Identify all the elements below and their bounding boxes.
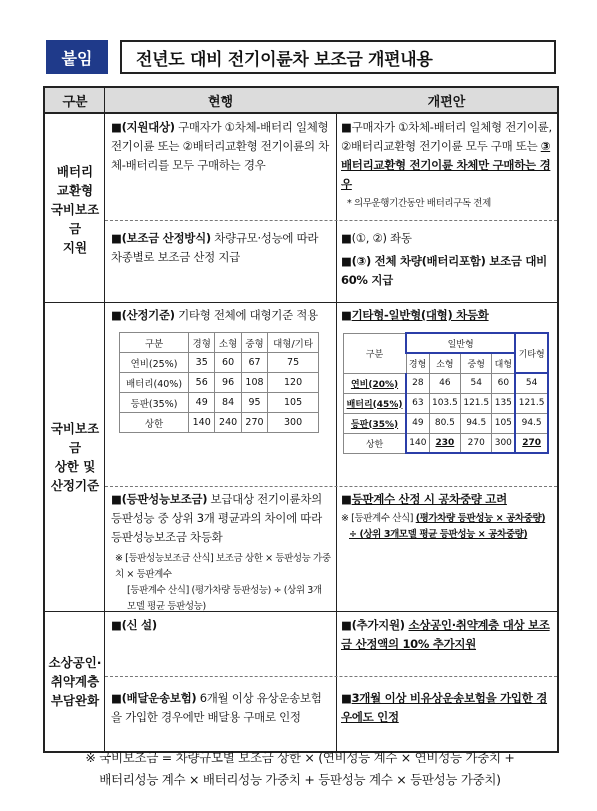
current-eligibility-head: (지원대상) [121, 120, 175, 134]
revised-additional-text: 소상공인·취약계층 대상 보조금 산정액의 10% 추가지원 [341, 618, 550, 651]
column-header: 중형 [241, 333, 267, 353]
column-header: 경형 [189, 333, 215, 353]
table-cell: 300 [492, 433, 515, 453]
current-criteria: ■(산정기준) 기타형 전체에 대형기준 적용 [111, 308, 318, 322]
current-climbing-note1: ※ [등판성능보조금 산식] 보조금 상한 × 등판성능 가중치 × 등판계수 [115, 553, 331, 580]
revised-additional-head: (추가지원) [351, 618, 405, 632]
table-cell: 46 [429, 373, 460, 393]
revised-climbing-note: ※ [등판계수 산식] (평가차량 등판성능 × 공차중량) ÷ (상위 3개모델 평균 등판성능 × 공차중량) [341, 513, 546, 540]
current-climbing: ■(등판성능보조금) 보급대상 전기이륜차의 등판성능 중 상위 3개 평균과의 차이에 따라 등판성능보조금 차등화 ※ [등판성능보조금 산식] 보조금 상한 × 등판성능 가중치 × 등판계수 [등판계수 산식] (평가차량 등판성능) ÷ (상위 3개 모델 평균 등판성능) [111, 490, 333, 615]
table-cell: 등판(35%) [344, 413, 407, 433]
current-calculation-text: 차량규모·성능에 따라 차종별로 보조금 산정 지급 [111, 231, 319, 264]
revised-delivery-insurance: ■3개월 이상 비유상운송보험을 가입한 경우에도 인정 [341, 691, 548, 724]
column-header: 대형 [492, 353, 515, 373]
table-row [120, 373, 319, 393]
table-cell: 140 [406, 433, 429, 453]
table-cell: 105 [268, 393, 319, 413]
table-header-row [344, 333, 549, 353]
table-cell: 56 [189, 373, 215, 393]
revised-calculation-line2: ■(③) 전체 차량(배터리포함) 보조금 대비 60% 지급 [341, 254, 547, 287]
current-eligibility: ■(지원대상) 구매자가 ①차체-배터리 일체형 전기이륜 또는 ②배터리교환형 전기이륜의 차체-배터리를 모두 구매하는 경우 [111, 120, 329, 172]
revised-eligibility-emph: ③배터리교환형 전기이륜 차체만 구매하는 경우 [341, 139, 551, 191]
table-cell: 배터리(45%) [344, 393, 407, 413]
table-cell: 94.5 [515, 413, 548, 433]
revised-eligibility-text: 구매자가 ①차체-배터리 일체형 전기이륜, ②배터리교환형 전기이륜 모두 구매 또는 [341, 120, 552, 153]
category-small-business: 소상공인· 취약계층 부담완화 [48, 655, 102, 708]
revised-criteria-head: 기타형-일반형(대형) 차등화 [351, 308, 489, 322]
table-cell: 140 [189, 413, 215, 433]
category-battery-swap: 배터리 교환형 국비보조금 지원 [50, 163, 100, 255]
table-cell: 94.5 [461, 413, 492, 433]
category-subsidy-cap: 국비보조금 상한 및 산정기준 [50, 421, 100, 493]
table-row [120, 393, 319, 413]
current-climbing-text: 보급대상 전기이륜차의 등판성능 중 상위 3개 평균과의 차이에 따라 등판성능보조금 차등화 [111, 492, 322, 544]
table-cell: 28 [406, 373, 429, 393]
comparison-table [43, 86, 559, 753]
table-cell: 270 [515, 433, 548, 453]
table-cell: 35 [189, 353, 215, 373]
revised-eligibility-note: * 의무운행기간동안 배터리구독 전제 [347, 198, 491, 209]
revised-climbing: ■등판계수 산정 시 공차중량 고려 ※ [등판계수 산식] (평가차량 등판성능 × 공차중량) ÷ (상위 3개모델 평균 등판성능 × 공차중량) [341, 490, 553, 543]
table-cell: 연비(25%) [120, 353, 189, 373]
current-calculation-head: (보조금 산정방식) [121, 231, 211, 245]
current-eligibility-text: 구매자가 ①차체-배터리 일체형 전기이륜 또는 ②배터리교환형 전기이륜의 차체-배터리를 모두 구매하는 경우 [111, 120, 329, 172]
current-delivery-text: 6개월 이상 유상운송보험을 가입한 경우에만 배달용 구매로 인정 [111, 691, 322, 724]
table-cell: 84 [215, 393, 241, 413]
title-bar [46, 40, 556, 74]
table-cell: 54 [461, 373, 492, 393]
current-new: ■(신 설) [111, 618, 157, 632]
table-cell: 67 [241, 353, 267, 373]
column-header: 소형 [215, 333, 241, 353]
table-cell: 103.5 [429, 393, 460, 413]
current-calculation: ■(보조금 산정방식) 차량규모·성능에 따라 차종별로 보조금 산정 지급 [111, 231, 319, 264]
table-cell: 49 [189, 393, 215, 413]
table-cell: 95 [241, 393, 267, 413]
current-climbing-note2: [등판계수 산식] (평가차량 등판성능) ÷ (상위 3개 모델 평균 등판성능) [127, 585, 322, 612]
attachment-tag: 붙임 [46, 40, 108, 74]
header-category: 구분 [45, 88, 105, 114]
table-cell: 60 [492, 373, 515, 393]
subsidy-formula [40, 747, 560, 791]
current-criteria-table [119, 332, 319, 433]
page-title: 전년도 대비 전기이륜차 보조금 개편내용 [120, 40, 556, 74]
current-criteria-text: 기타형 전체에 대형기준 적용 [178, 308, 318, 322]
group-header: 일반형 [406, 333, 515, 353]
table-cell: 54 [515, 373, 548, 393]
table-cell: 75 [268, 353, 319, 373]
header-revised: 개편안 [336, 88, 557, 114]
revised-criteria: ■기타형-일반형(대형) 차등화 [341, 308, 489, 322]
column-header: 대형/기타 [268, 333, 319, 353]
table-header-row [120, 333, 319, 353]
table-cell: 63 [406, 393, 429, 413]
table-cell: 상한 [344, 433, 407, 453]
table-row [344, 393, 549, 413]
current-new-head: (신 설) [121, 618, 157, 632]
table-row [344, 413, 549, 433]
table-cell: 121.5 [461, 393, 492, 413]
table-cell: 연비(20%) [344, 373, 407, 393]
header-current: 현행 [105, 88, 336, 114]
revised-climbing-head: 등판계수 산정 시 공차중량 고려 [351, 492, 507, 506]
table-cell: 120 [268, 373, 319, 393]
column-header: 중형 [461, 353, 492, 373]
table-cell: 240 [215, 413, 241, 433]
table-cell: 105 [492, 413, 515, 433]
table-row [120, 413, 319, 433]
current-delivery-head: (배달운송보험) [121, 691, 197, 705]
revised-criteria-table [343, 332, 549, 454]
column-header: 구분 [120, 333, 189, 353]
table-cell: 108 [241, 373, 267, 393]
table-cell: 배터리(40%) [120, 373, 189, 393]
table-row [120, 353, 319, 373]
current-climbing-head: (등판성능보조금) [121, 492, 208, 506]
column-header: 기타형 [515, 333, 548, 373]
revised-additional-support: ■(추가지원) 소상공인·취약계층 대상 보조금 산정액의 10% 추가지원 [341, 618, 550, 651]
table-cell: 등판(35%) [120, 393, 189, 413]
table-cell: 60 [215, 353, 241, 373]
revised-eligibility: ■구매자가 ①차체-배터리 일체형 전기이륜, ②배터리교환형 전기이륜 모두 구매 또는 ③배터리교환형 전기이륜 차체만 구매하는 경우 * 의무운행기간동안 배터리구독 전제 [341, 118, 553, 212]
table-cell: 49 [406, 413, 429, 433]
table-row [344, 373, 549, 393]
table-cell: 80.5 [429, 413, 460, 433]
revised-delivery-text: 3개월 이상 비유상운송보험을 가입한 경우에도 인정 [341, 691, 548, 724]
formula-line1: ※ 국비보조금 = 차량규모별 보조금 상한 × (연비성능 계수 × 연비성능 가중치 + [85, 750, 515, 765]
current-criteria-head: (산정기준) [121, 308, 175, 322]
table-cell: 300 [268, 413, 319, 433]
table-cell: 121.5 [515, 393, 548, 413]
table-row [344, 433, 549, 453]
column-header: 경형 [406, 353, 429, 373]
table-cell: 230 [429, 433, 460, 453]
revised-calculation-line1: ■(①, ②) 좌동 [341, 231, 412, 245]
table-cell: 상한 [120, 413, 189, 433]
revised-calculation [341, 229, 553, 290]
table-cell: 135 [492, 393, 515, 413]
table-cell: 270 [241, 413, 267, 433]
column-header: 구분 [344, 333, 407, 373]
current-delivery-insurance: ■(배달운송보험) 6개월 이상 유상운송보험을 가입한 경우에만 배달용 구매로 인정 [111, 691, 322, 724]
column-header: 소형 [429, 353, 460, 373]
formula-line2: 배터리성능 계수 × 배터리성능 가중치 + 등판성능 계수 × 등판성능 가중치) [99, 772, 501, 787]
table-cell: 270 [461, 433, 492, 453]
table-cell: 96 [215, 373, 241, 393]
